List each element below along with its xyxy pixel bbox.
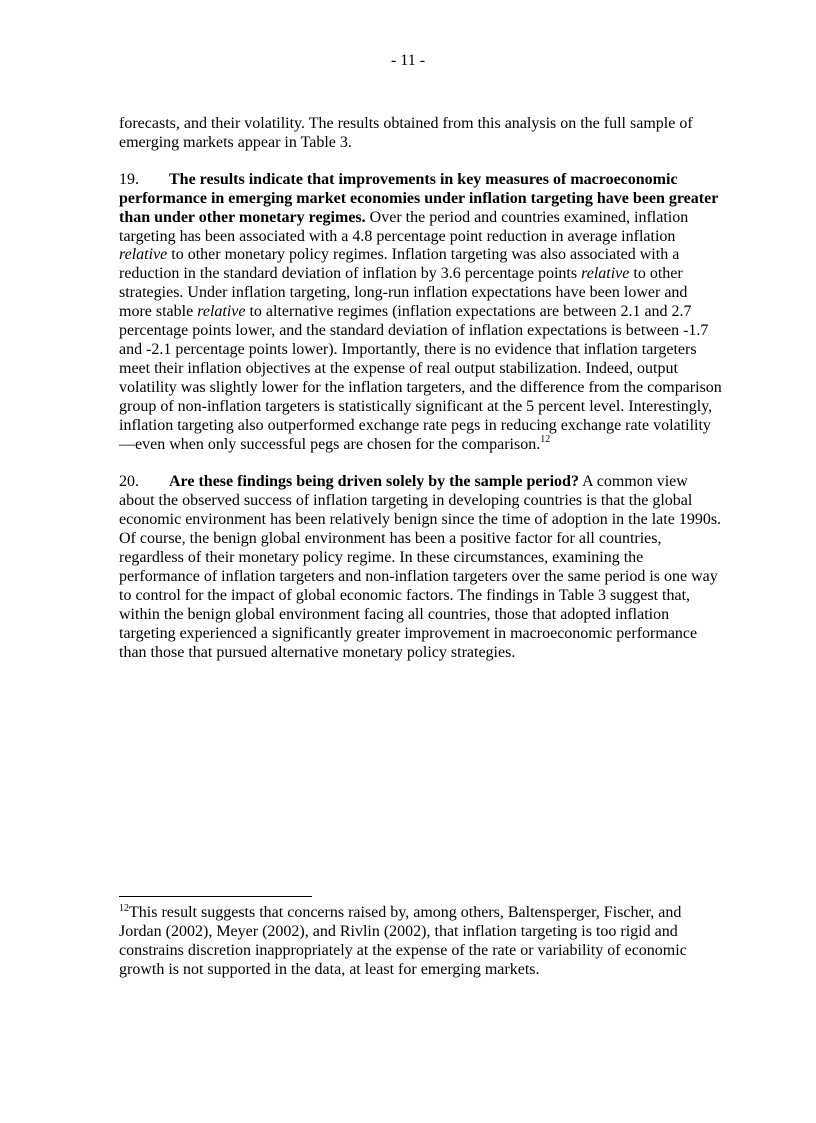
emphasis-relative: relative: [197, 303, 246, 321]
paragraph-18-continuation: forecasts, and their volatility. The results obtained from this analysis on the full sample of emerging markets appear in Table 3.: [119, 115, 693, 151]
paragraph-number: 19.: [119, 170, 139, 188]
paragraph-text: to alternative regimes (inflation expectations are between 2.1 and 2.7 percentage points lower, and the standard deviation of inflation expectations is between -1.7 and -2.1 percentage points lower). Importantly, there is no evidence that inflation targeters meet their inflation objectives at the expense of real output stabilization. Indeed, output volatility was slightly lower for the inflation targeters, and the difference from the comparison group of non-inflation targeters is statistically significant at the 5 percent level. Interestingly, inflation targeting also outperformed exchange rate pegs in reducing exchange rate volatility—even when only successful pegs are chosen for the comparison.: [119, 303, 722, 453]
emphasis-relative: relative: [119, 246, 168, 264]
paragraph-heading: Are these findings being driven solely by the sample period?: [169, 473, 579, 491]
paragraph-text: Over the period and countries examined, inflation targeting has been associated with a 4.8 percentage point reduction in average inflation: [119, 208, 689, 245]
footnote-12: [119, 904, 724, 980]
paragraph-text: to other monetary policy regimes. Inflation targeting was also associated with a reduction in the standard deviation of inflation by 3.6 percentage points: [119, 246, 680, 283]
footnote-mark: 12: [119, 903, 129, 914]
paragraph-text: to other strategies. Under inflation targeting, long-run inflation expectations have been lower and more stable: [119, 265, 688, 321]
body-text: [119, 115, 724, 681]
paragraph-20: [119, 473, 724, 662]
paragraph-number: 20.: [119, 473, 139, 491]
page-number: - 11 -: [390, 52, 426, 69]
paragraph-text: A common view about the observed success of inflation targeting in developing countries is that the global economic environment has been relatively benign since the time of adoption in the late 1990s. Of course, the benign global environment has been a positive factor for all countries, regardless of their monetary policy regime. In these circumstances, examining the performance of inflation targeters and non-inflation targeters over the same period is one way to control for the impact of global economic factors. The findings in Table 3 suggest that, within the benign global environment facing all countries, those that adopted inflation targeting experienced a significantly greater improvement in macroeconomic performance than those that pursued alternative monetary policy strategies.: [119, 473, 722, 661]
paragraph-heading: The results indicate that improvements in key measures of macroeconomic performance in emerging market economies under inflation targeting have been greater than under other monetary regimes.: [119, 170, 718, 226]
footnote-reference[interactable]: 12: [540, 433, 551, 445]
paragraph-19: [119, 171, 724, 455]
footnote-separator: [119, 896, 312, 897]
emphasis-relative: relative: [581, 265, 630, 283]
footnote-text: This result suggests that concerns raised by, among others, Baltensperger, Fischer, and Jordan (2002), Meyer (2002), and Rivlin (2002), that inflation targeting is too rigid and constrains discretion inappropriately at the expense of the rate or variability of economic growth is not supported in the data, at least for emerging markets.: [119, 904, 687, 978]
